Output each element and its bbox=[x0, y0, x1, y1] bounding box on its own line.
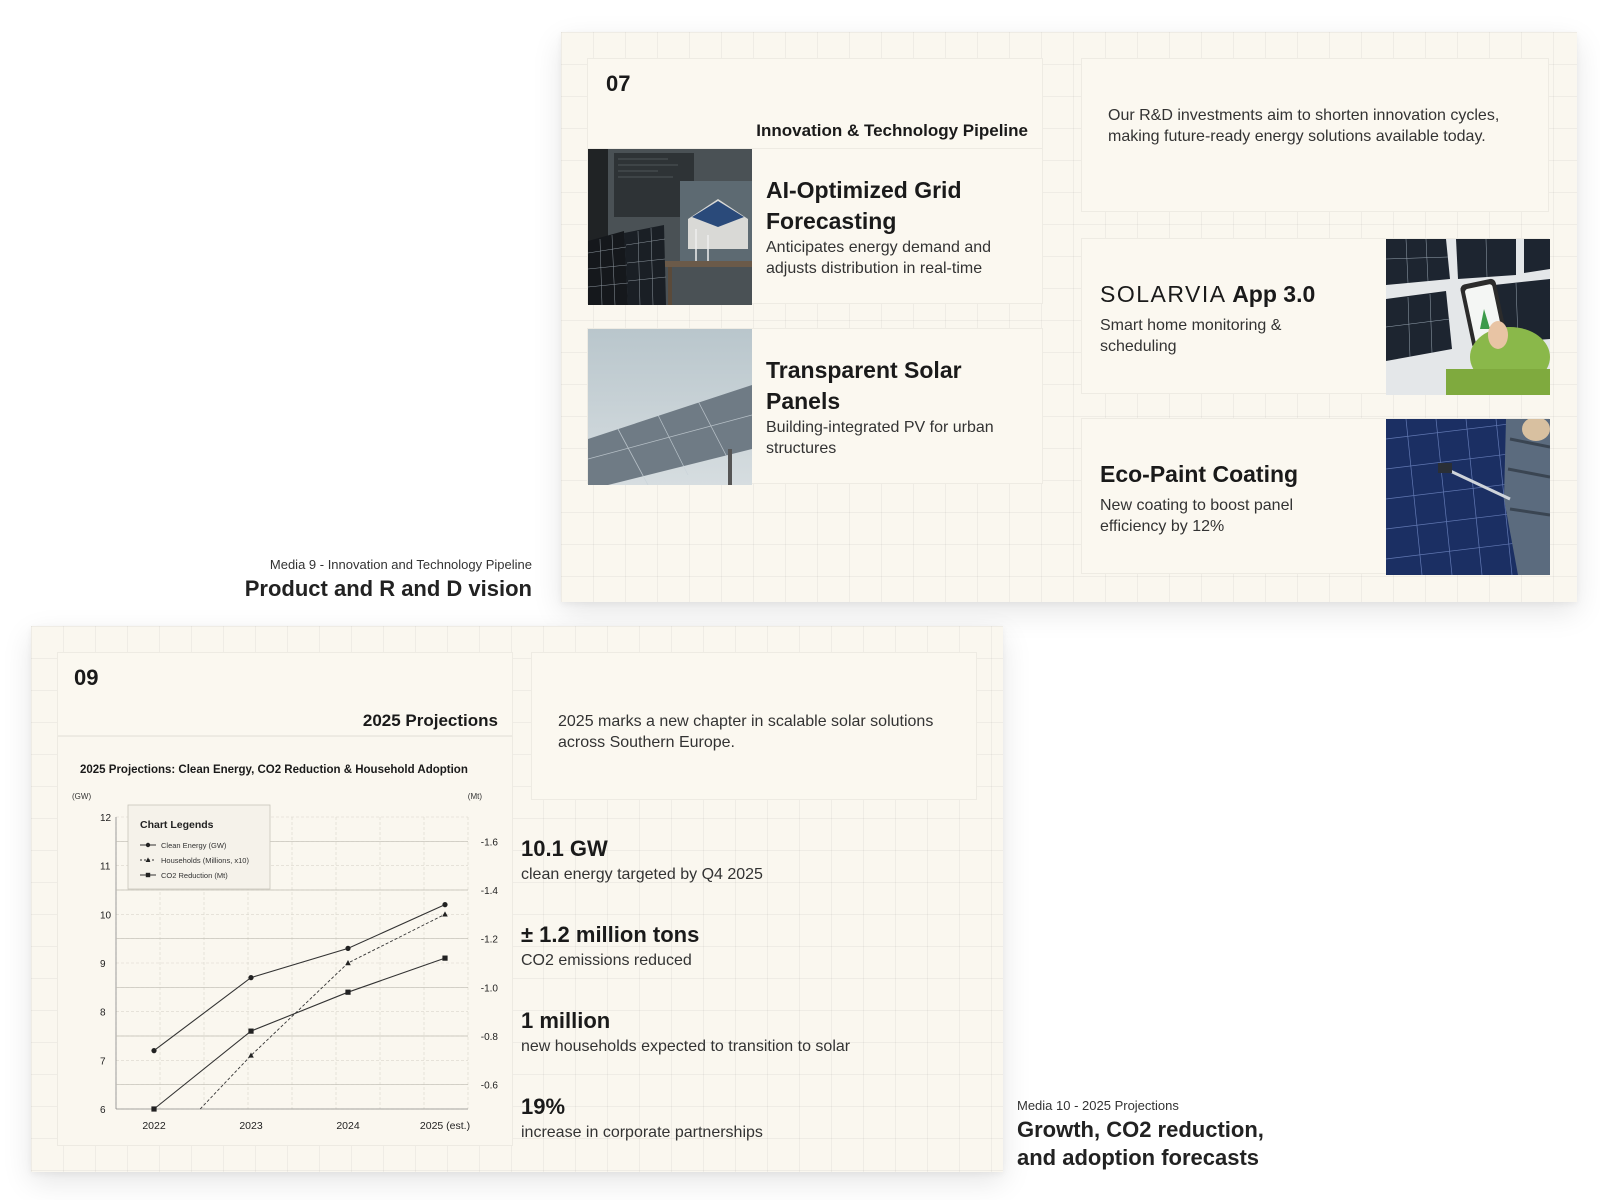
data-point bbox=[151, 1048, 156, 1053]
legend-label: Households (Millions, x10) bbox=[161, 856, 249, 865]
chart-title: 2025 Projections: Clean Energy, CO2 Reduction & Household Adoption bbox=[80, 764, 468, 776]
legend-label: CO2 Reduction (Mt) bbox=[161, 871, 228, 880]
y-tick-label-left: 12 bbox=[100, 813, 112, 824]
y-tick-label-right: -1.0 bbox=[480, 983, 498, 995]
stats-panel bbox=[505, 824, 1003, 1150]
y-tick-label-right: -0.8 bbox=[480, 1032, 498, 1043]
stat-label: CO2 emissions reduced bbox=[521, 952, 692, 969]
stat-item bbox=[505, 824, 1003, 910]
media10-caption-title-line1: Growth, CO2 reduction, bbox=[1017, 1117, 1264, 1142]
stat-label: new households expected to transition to solar bbox=[521, 1038, 851, 1055]
stat-label: clean energy targeted by Q4 2025 bbox=[521, 866, 763, 883]
left-axis-unit: (GW) bbox=[72, 792, 92, 801]
slide-09-intro-panel bbox=[531, 652, 977, 800]
media10-caption-title-line2: and adoption forecasts bbox=[1017, 1145, 1260, 1170]
data-point bbox=[442, 911, 448, 916]
stat-item bbox=[505, 1082, 1003, 1168]
solarvia-brand: SOLARVIA bbox=[1100, 281, 1227, 307]
legend-title: Chart Legends bbox=[140, 819, 214, 831]
solar-panel-photo bbox=[588, 329, 752, 485]
slide-09-card[interactable] bbox=[31, 626, 1003, 1172]
feature-title: Transparent Solar Panels bbox=[766, 357, 962, 414]
data-point bbox=[345, 990, 350, 995]
x-tick-label: 2022 bbox=[142, 1120, 166, 1132]
feature-description: New coating to boost panel efficiency by 12% bbox=[1100, 497, 1294, 535]
feature-solarvia-app bbox=[1081, 238, 1549, 394]
data-point bbox=[345, 960, 351, 965]
slide-number: 07 bbox=[606, 71, 631, 96]
y-tick-label-right: -1.2 bbox=[480, 934, 498, 946]
media9-caption-small: Media 9 - Innovation and Technology Pipeline bbox=[269, 557, 532, 572]
x-tick-label: 2023 bbox=[239, 1120, 263, 1132]
slide-07-intro-panel bbox=[1081, 58, 1549, 212]
y-tick-label-right: -0.6 bbox=[480, 1080, 498, 1092]
app-version: App 3.0 bbox=[1232, 281, 1316, 307]
slide-07-intro-text: Our R&D investments aim to shorten innovation cycles, making future-ready energy solutions available today. bbox=[1108, 107, 1500, 145]
slide-09-intro-text: 2025 marks a new chapter in scalable solar solutions across Southern Europe. bbox=[558, 713, 934, 751]
stat-value: 10.1 GW bbox=[521, 836, 608, 861]
media9-caption-title: Product and R and D vision bbox=[244, 576, 532, 601]
stat-item bbox=[505, 996, 1003, 1082]
data-point bbox=[248, 1029, 253, 1034]
feature-title: AI-Optimized Grid Forecasting bbox=[766, 177, 962, 234]
legend-marker bbox=[146, 873, 150, 877]
right-axis-unit: (Mt) bbox=[467, 792, 482, 801]
stat-value: ± 1.2 million tons bbox=[521, 922, 700, 947]
y-tick-label-right: -1.4 bbox=[480, 886, 498, 897]
phone-app-illustration bbox=[1386, 239, 1550, 395]
panel-cleaning-photo bbox=[1386, 419, 1550, 575]
solar-panel-illustration bbox=[588, 329, 752, 485]
slide-07-card[interactable] bbox=[561, 32, 1577, 602]
y-tick-label-left: 8 bbox=[100, 1007, 106, 1019]
y-tick-label-left: 10 bbox=[100, 910, 112, 922]
slide-title: 2025 Projections bbox=[362, 711, 498, 730]
y-tick-label-left: 7 bbox=[100, 1056, 106, 1068]
stat-label: increase in corporate partnerships bbox=[521, 1124, 763, 1141]
data-point bbox=[442, 902, 447, 907]
smart-home-photo bbox=[588, 149, 752, 305]
slide-09-header-panel bbox=[57, 652, 513, 736]
slide-title: Innovation & Technology Pipeline bbox=[756, 121, 1028, 140]
data-point bbox=[151, 1106, 156, 1111]
feature-title: Eco-Paint Coating bbox=[1100, 461, 1299, 487]
stat-value: 1 million bbox=[521, 1008, 611, 1033]
data-point bbox=[442, 956, 447, 961]
feature-ai-grid bbox=[587, 148, 1043, 304]
feature-description: Anticipates energy demand and adjusts distribution in real-time bbox=[766, 239, 992, 277]
feature-title bbox=[1100, 279, 1400, 310]
series-line bbox=[154, 905, 445, 1051]
x-tick-label: 2024 bbox=[336, 1120, 360, 1132]
x-tick-label: 2025 (est.) bbox=[419, 1120, 471, 1132]
y-tick-label-left: 9 bbox=[100, 959, 106, 970]
slide-07-header-panel bbox=[587, 58, 1043, 152]
phone-app-photo bbox=[1386, 239, 1550, 395]
series-line bbox=[154, 958, 445, 1109]
feature-description: Smart home monitoring & scheduling bbox=[1100, 317, 1282, 355]
media10-caption-small: Media 10 - 2025 Projections bbox=[1017, 1098, 1179, 1113]
feature-description: Building-integrated PV for urban structures bbox=[766, 419, 994, 457]
y-tick-label-left: 6 bbox=[100, 1105, 106, 1116]
stat-item bbox=[505, 910, 1003, 996]
y-tick-label-left: 11 bbox=[100, 861, 111, 873]
data-point bbox=[248, 975, 253, 980]
data-point bbox=[345, 946, 350, 951]
panel-cleaning-illustration bbox=[1386, 419, 1550, 575]
legend-marker bbox=[146, 843, 150, 847]
feature-eco-paint bbox=[1081, 418, 1549, 574]
smart-home-illustration bbox=[588, 149, 752, 305]
chart-panel bbox=[57, 736, 513, 1146]
feature-transparent-panels bbox=[587, 328, 1043, 484]
slide-number: 09 bbox=[74, 665, 99, 690]
projections-chart bbox=[58, 737, 514, 1147]
stat-value: 19% bbox=[521, 1094, 566, 1119]
legend-label: Clean Energy (GW) bbox=[161, 841, 227, 850]
y-tick-label-right: -1.6 bbox=[480, 837, 498, 849]
